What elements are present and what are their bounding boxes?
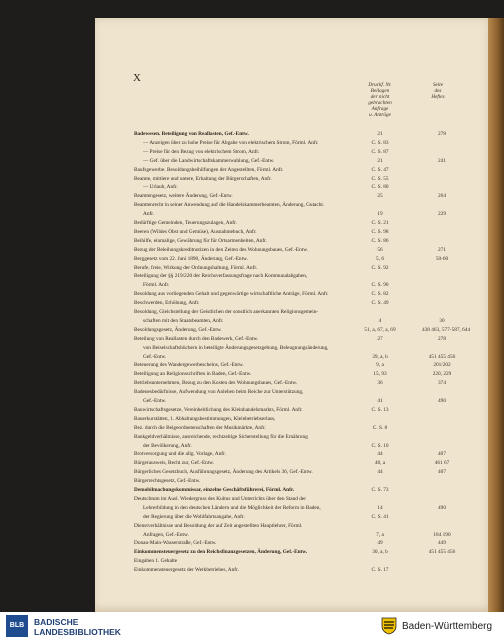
entry-text: Lehrerbildung in den deutschen Ländern und die Möglichkeit der Reform in Baden, bbox=[143, 504, 321, 511]
index-entry bbox=[134, 388, 480, 396]
entry-page-number: 461 67 bbox=[434, 460, 450, 467]
entry-text: Besoldungsgesetz, Änderung, Gef.-Entw. bbox=[134, 326, 222, 333]
entry-druckf-number: C. S. 90 bbox=[371, 282, 389, 289]
entry-druckf-number: C. S. 17 bbox=[371, 567, 389, 574]
entry-text: Eingaben 1. Gehalte bbox=[134, 558, 178, 565]
index-entry bbox=[134, 237, 480, 245]
index-entry bbox=[134, 353, 480, 361]
blb-name-line2: LANDESBIBLIOTHEK bbox=[34, 627, 121, 637]
entry-text: Bedürftige Gemeinden, Teuerungszulagen, Anfr. bbox=[134, 220, 237, 226]
index-entry bbox=[134, 272, 480, 280]
entry-druckf-number: 36 bbox=[377, 380, 383, 387]
entry-text: — Preise für den Bezug von elektrischem Strom, Anfr. bbox=[143, 148, 260, 155]
entry-druckf-number: C. S. 8 bbox=[372, 424, 388, 431]
entry-text: der Regierung über die Wohlfahrtsangabe, Anfr. bbox=[143, 513, 245, 520]
index-entry bbox=[134, 495, 480, 503]
index-entry bbox=[134, 522, 480, 530]
index-entry bbox=[134, 175, 480, 183]
entry-text: Einkommensteuergesetz der Werkbetriebes, Anfr. bbox=[134, 567, 239, 574]
index-entry bbox=[134, 539, 480, 547]
entry-druckf-number: 56 bbox=[377, 246, 383, 253]
entry-page-number: 278 bbox=[438, 131, 446, 137]
entry-text: Betriebsunternehmen, Bezug zu den Kosten des Wohnungsbaues, Gef.-Entw. bbox=[134, 380, 298, 387]
index-entry bbox=[134, 326, 480, 334]
entry-druckf-number: C. S. 92 bbox=[371, 264, 389, 271]
entry-text: — Anzeigen über zu hohe Preise für Abgabe von elektrischem Strom, Förml. Anfr. bbox=[143, 139, 319, 146]
index-entry bbox=[134, 148, 480, 156]
entry-text: schaften mit den Staatsbeamten, Anfr. bbox=[143, 317, 224, 324]
entry-page-number: 374 bbox=[438, 380, 446, 387]
entry-druckf-number: 44 bbox=[377, 451, 383, 458]
index-entry bbox=[134, 139, 480, 147]
index-entry bbox=[134, 504, 480, 512]
entry-text: Beihilfe, einmalige, Gewährung für für Ortsarmenbeiten, Anfr. bbox=[134, 237, 267, 244]
entry-page-number: 264 bbox=[438, 193, 446, 200]
entry-druckf-number: 49 bbox=[377, 540, 383, 547]
index-entry bbox=[134, 531, 480, 539]
entry-text: Beschwerden, Erhöhung, Anfr. bbox=[134, 300, 200, 307]
entry-druckf-number: C. S. 55 bbox=[371, 175, 389, 182]
entry-text: Gef.-Entw. bbox=[143, 353, 167, 360]
entry-page-number: 220, 229 bbox=[432, 371, 452, 378]
entry-druckf-number: 48, a bbox=[374, 460, 386, 467]
blb-name[interactable] bbox=[34, 617, 121, 637]
entry-text: Einkommensteuergesetz zu den Reichsfinanzgesetzen, Änderung, Gef.-Entw. bbox=[134, 549, 308, 556]
entry-druckf-number: 41 bbox=[377, 398, 383, 404]
entry-druckf-number: 7, a bbox=[376, 531, 384, 538]
entry-druckf-number: C. S. 10 bbox=[371, 442, 389, 449]
index-entry bbox=[134, 370, 480, 378]
entry-druckf-number: 25 bbox=[377, 193, 383, 200]
index-entry bbox=[134, 379, 480, 387]
entry-text: Demobilmachungskommissar, einzelne Geschäftsführerei, Förml. Anfr. bbox=[134, 487, 295, 493]
entry-text: Anfragen, Gef.-Entw. bbox=[143, 531, 189, 538]
index-entry bbox=[134, 281, 480, 289]
index-entry bbox=[134, 450, 480, 458]
entry-text: Berggesetz vom 22. Juni 1890, Änderung, Gef.-Entw. bbox=[134, 255, 248, 262]
index-entry bbox=[134, 290, 480, 298]
index-entry bbox=[134, 255, 480, 263]
entry-druckf-number: 4 bbox=[378, 317, 382, 324]
index-entry bbox=[134, 424, 480, 432]
entry-druckf-number: C. S. 98 bbox=[371, 228, 389, 235]
entry-druckf-number: C. S. 83 bbox=[371, 139, 389, 146]
index-entry bbox=[134, 166, 480, 174]
entry-text: der Bevölkerung, Anfr. bbox=[143, 442, 192, 449]
entry-text: Bankgeldverhältnisse, ausreichende, rechtzeitige Sicherstellung für die Ernährung bbox=[134, 433, 308, 440]
column-header-seite: Seite des Heftes bbox=[431, 82, 445, 100]
column-header-druckf: Druckf. Nr. Beilagen der nicht gebrachten Anfrage u. Anträge bbox=[368, 82, 392, 118]
entry-page-number: 407 bbox=[438, 451, 446, 458]
entry-text: Bürgerausweis, Recht zur, Gef.-Entw. bbox=[134, 460, 215, 467]
entry-druckf-number: C. S. 47 bbox=[371, 166, 389, 173]
entry-text: Beteiligung der §§ 219/220 der Reichsverfassungsfrage nach Kommunalabgaben, bbox=[134, 273, 308, 280]
entry-druckf-number: 51, a, 67, a, 69 bbox=[364, 326, 396, 333]
index-entry bbox=[134, 219, 480, 227]
entry-page-number: 229 bbox=[438, 211, 446, 218]
entry-text: — Gef. über die Landwirtschaftskammerwahlung, Gef.-Entw. bbox=[143, 157, 275, 164]
entry-page-number: 438 463, 577-587, 644 bbox=[422, 326, 471, 333]
baden-wuerttemberg-crest-icon bbox=[380, 617, 398, 635]
index-entry bbox=[134, 486, 480, 494]
entry-text: Bez. durch die Beigeordnetenschaften der Musikmärkte, Anfr. bbox=[134, 424, 266, 431]
entry-page-number: 490 bbox=[438, 504, 446, 511]
index-entry bbox=[134, 264, 480, 272]
entry-text: Bauwirtschaftsgesetze, Vereinheitlichung des Kleinhandelsmarkts, Förml. Anfr. bbox=[134, 406, 303, 413]
entry-text: Gef.-Entw. bbox=[143, 398, 167, 404]
entry-druckf-number: 19 bbox=[377, 211, 383, 218]
entry-text: Beteiligung an Religionsschriften in Baden, Gef.-Entw. bbox=[134, 371, 252, 378]
entry-druckf-number: 39, a, b bbox=[372, 353, 388, 360]
entry-text: Donau-Main-Wasserstraße, Gef.-Entw. bbox=[134, 540, 217, 547]
entry-druckf-number: 44 bbox=[377, 469, 383, 476]
entry-druckf-number: C. S. 82 bbox=[371, 291, 389, 298]
index-entry bbox=[134, 459, 480, 467]
index-entry bbox=[134, 157, 480, 165]
entry-page-number: 201/202 bbox=[433, 362, 451, 369]
entry-text: Badewesen. Beteiligung von Reallasten, Gef.-Entw. bbox=[134, 131, 249, 137]
entry-page-number: 30 bbox=[439, 317, 445, 324]
entry-druckf-number: 15, 93 bbox=[373, 371, 387, 378]
page-number-roman: X bbox=[133, 72, 141, 84]
entry-druckf-number: C. S. 73 bbox=[371, 487, 389, 493]
entry-text: Beteuerung des Wandergewerbescheins, Gef.-Entw. bbox=[134, 362, 244, 369]
entry-text: — Urlaub, Anfr. bbox=[143, 184, 178, 191]
index-entry bbox=[134, 513, 480, 521]
index-entry bbox=[134, 406, 480, 414]
entry-text: Beamtengesetz, weitere Änderung, Gef.-Entw. bbox=[134, 193, 233, 200]
index-entry bbox=[134, 210, 480, 218]
index-entry bbox=[134, 228, 480, 236]
entry-druckf-number: 27 bbox=[377, 335, 383, 342]
index-entry bbox=[134, 557, 480, 565]
entry-text: Beamte, mittlere und untere, Erhaltung der Bürgerschaften, Anfr. bbox=[134, 175, 272, 182]
index-entry bbox=[134, 397, 480, 405]
index-entry bbox=[134, 477, 480, 485]
entry-text: Brotversorgung und die allg. Vorlage, Anfr. bbox=[134, 451, 226, 458]
index-entry bbox=[134, 192, 480, 200]
entry-text: Anfr. bbox=[143, 211, 155, 218]
entry-page-number: 241 bbox=[438, 157, 446, 164]
index-entry bbox=[134, 201, 480, 209]
index-entry bbox=[134, 183, 480, 191]
blb-name-line1: BADISCHE bbox=[34, 617, 79, 627]
entry-text: Badenesbedürfnisse, Aufwendung von Anlehen beim Reiche zur Unterstützung, bbox=[134, 389, 304, 396]
entry-text: Bürgerliches Gesetzbuch, Ausführungsgesetz, Änderung des Artikels 36, Gef.-Entw. bbox=[134, 469, 313, 476]
entry-druckf-number: C. S. 49 bbox=[371, 300, 389, 307]
entry-text: Besoldung, Gleichstellung der Geistlichen der sonstlich anerkannten Religionsgemein- bbox=[134, 309, 319, 315]
entry-page-number: 278 bbox=[438, 335, 446, 342]
entry-text: von Beiselschaftsbüchern in beteiligte Änderungsgesetzgebung, Beleugnungsänderung, bbox=[143, 344, 329, 351]
entry-druckf-number: 30, a, b bbox=[372, 549, 388, 556]
entry-text: Berufe, freie, Wirkung der Ordnungshaltung, Förml. Anfr. bbox=[134, 264, 258, 271]
entry-text: Beamtenrecht in seiner Anwendung auf die Handelskammerbeamten, Änderung, Gutacht. bbox=[134, 202, 325, 209]
entry-page-number: 490 bbox=[438, 398, 446, 404]
entry-text: Baufsgewerbe. Besoldungsbeihilfungen der Angestellten, Förml. Anfr. bbox=[134, 166, 284, 173]
entry-druckf-number: 21 bbox=[377, 131, 383, 137]
index-entry bbox=[134, 433, 480, 441]
entry-text: Bauerkurstätten, 1. Abhaltungsbestimmungen, Kleinbetriebserlass, bbox=[134, 415, 276, 422]
index-entry bbox=[134, 246, 480, 254]
entry-text: Deutschtum im Ausl. Wiedergruss des Kultus und Unterrichts über den Stand der bbox=[134, 495, 307, 502]
entry-text: Bürgerrechtsgesetz, Gef.-Entw. bbox=[134, 478, 201, 485]
entry-druckf-number: C. S. 87 bbox=[371, 148, 389, 155]
entry-text: Bezug der Beleihungskreditnotizen in den Zeiten des Wohnungsbaues, Gef.-Entw. bbox=[134, 246, 309, 253]
entry-druckf-number: C. S. 80 bbox=[371, 184, 389, 191]
entry-page-number: 451 455 456 bbox=[428, 353, 456, 360]
entry-druckf-number: C. S. 86 bbox=[371, 237, 389, 244]
index-entry bbox=[134, 415, 480, 423]
entry-page-number: 449 bbox=[438, 540, 446, 547]
index-entry bbox=[134, 308, 480, 316]
index-entry bbox=[134, 344, 480, 352]
entry-text: Beteilung von Reallasten durch den Badewerk, Gef.-Entw. bbox=[134, 335, 259, 342]
baden-wuerttemberg-name[interactable]: Baden-Württemberg bbox=[402, 621, 493, 632]
entry-druckf-number: C. S. 13 bbox=[371, 406, 389, 413]
footer-bar bbox=[0, 612, 504, 641]
entry-text: Besoldung aus vorliegenden Gehalt und gegenwärtige wirtschaftliche Anträge, Förml. Anfr. bbox=[134, 291, 329, 298]
index-entry bbox=[134, 468, 480, 476]
entry-druckf-number: C. S. 41 bbox=[371, 513, 389, 520]
index-entry bbox=[134, 335, 480, 343]
entry-druckf-number: 14 bbox=[377, 504, 383, 511]
entry-page-number: 271 bbox=[438, 246, 446, 253]
entry-page-number: 184 190 bbox=[433, 531, 451, 538]
entry-druckf-number: 21 bbox=[377, 157, 383, 164]
entry-druckf-number: 5, 6 bbox=[376, 255, 384, 262]
index-entry bbox=[134, 548, 480, 556]
entry-druckf-number: C. S. 21 bbox=[371, 220, 389, 226]
blb-logo-icon[interactable]: BLB bbox=[6, 615, 28, 637]
entry-page-number: 50-60 bbox=[435, 255, 449, 262]
index-entry bbox=[134, 442, 480, 450]
entry-page-number: 451 455 456 bbox=[428, 549, 456, 556]
entry-page-number: 407 bbox=[438, 469, 446, 476]
entry-text: Beeren (Wildes Obst und Gemüse), Ausnahmebuch, Anfr. bbox=[134, 228, 257, 235]
index-entry bbox=[134, 361, 480, 369]
index-entry bbox=[134, 130, 480, 138]
index-entry bbox=[134, 299, 480, 307]
entry-text: Dienstverhältnisse und Besoldung der auf Zeit angestellten Hauptlehrer, Förml. bbox=[134, 522, 303, 529]
index-entry bbox=[134, 317, 480, 325]
entry-druckf-number: 9, a bbox=[376, 362, 384, 369]
entry-text: Förml. Anfr. bbox=[143, 282, 170, 289]
index-entry bbox=[134, 566, 480, 574]
